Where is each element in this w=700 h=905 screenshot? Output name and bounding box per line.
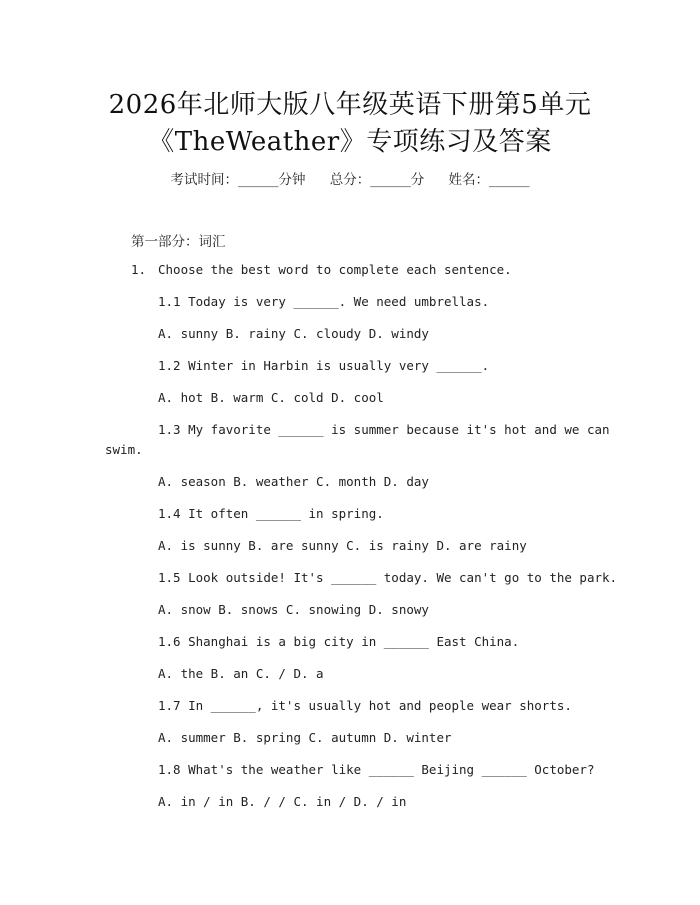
item-options: A. in / in B. / / C. in / D. / in [158,794,407,809]
exam-meta [0,168,700,188]
item-options: A. the B. an C. / D. a [158,666,324,681]
question-instruction: Choose the best word to complete each sentence. [158,262,512,277]
exam-name: 姓名：______ [448,172,530,188]
item-question: 1.8 What's the weather like ______ Beijing ______ October? [158,762,595,777]
document-title-line1: 2026年北师大版八年级英语下册第5单元 [108,90,592,120]
item-question: 1.4 It often ______ in spring. [158,506,384,521]
item-options: A. snow B. snows C. snowing D. snowy [158,602,429,617]
item-question: 1.7 In ______, it's usually hot and people wear shorts. [158,698,572,713]
document-title-line2: 《TheWeather》专项练习及答案 [148,127,552,157]
item-question: 1.2 Winter in Harbin is usually very ______. [158,358,490,373]
item-options: A. is sunny B. are sunny C. is rainy D. are rainy [158,538,527,553]
item-options: A. season B. weather C. month D. day [158,474,429,489]
exam-time: 考试时间：______分钟 [170,172,306,188]
item-question: 1.6 Shanghai is a big city in ______ East China. [158,634,520,649]
exam-score: 总分：______分 [329,172,425,188]
question-number: 1. [131,262,147,277]
item-options: A. summer B. spring C. autumn D. winter [158,730,452,745]
item-options: A. sunny B. rainy C. cloudy D. windy [158,326,429,341]
item-question: 1.1 Today is very ______. We need umbrellas. [158,294,490,309]
item-question: 1.5 Look outside! It's ______ today. We can't go to the park. [158,570,618,585]
item-options: A. hot B. warm C. cold D. cool [158,390,384,405]
item-question: 1.3 My favorite ______ is summer because it's hot and we can [158,422,610,437]
item-question-continuation: swim. [105,442,143,457]
section-heading: 第一部分：词汇 [131,234,226,250]
